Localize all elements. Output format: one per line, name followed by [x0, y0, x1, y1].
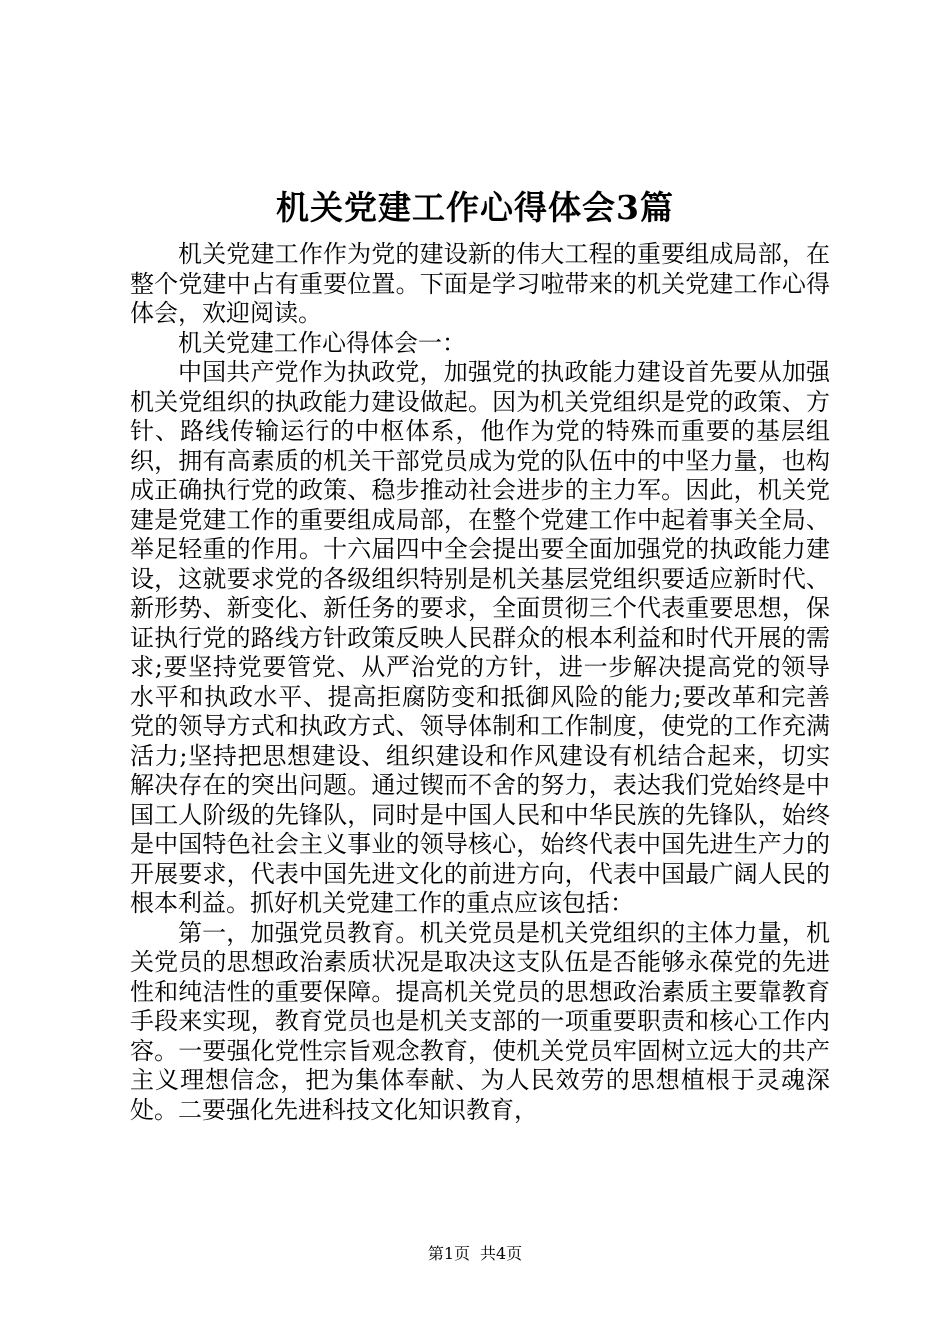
paragraph-point-one: 第一，加强党员教育。机关党员是机关党组织的主体力量，机关党员的思想政治素质状况是取决这支队伍是否能够永葆党的先进性和纯洁性的重要保障。提高机关党员的思想政治素质主要靠教育手段来实现，教育党员也是机关支部的一项重要职责和核心工作内容。一要强化党性宗旨观念教育，使机关党员牢固树立远大的共产主义理想信念，把为集体奉献、为人民效劳的思想植根于灵魂深处。二要强化先进科技文化知识教育，	[130, 918, 830, 1124]
page-number: 第1页	[427, 1244, 470, 1263]
document-title: 机关党建工作心得体会3篇	[276, 188, 674, 227]
paragraph-main: 中国共产党作为执政党，加强党的执政能力建设首先要从加强机关党组织的执政能力建设做起。因为机关党组织是党的政策、方针、路线传输运行的中枢体系，他作为党的特殊而重要的基层组织，拥有高素质的机关干部党员成为党的队伍中的中坚力量，也构成正确执行党的政策、稳步推动社会进步的主力军。因此，机关党建是党建工作的重要组成局部，在整个党建工作中起着事关全局、举足轻重的作用。十六届四中全会提出要全面加强党的执政能力建设，这就要求党的各级组织特别是机关基层党组织要适应新时代、新形势、新变化、新任务的要求，全面贯彻三个代表重要思想，保证执行党的路线方针政策反映人民群众的根本利益和时代开展的需求;要坚持党要管党、从严治党的方针，进一步解决提高党的领导水平和执政水平、提高拒腐防变和抵御风险的能力;要改革和完善党的领导方式和执政方式、领导体制和工作制度，使党的工作充满活力;坚持把思想建设、组织建设和作风建设有机结合起来，切实解决存在的突出问题。通过锲而不舍的努力，表达我们党始终是中国工人阶级的先锋队，同时是中国人民和中华民族的先锋队，始终是中国特色社会主义事业的领导核心，始终代表中国先进生产力的开展要求，代表中国先进文化的前进方向，代表中国最广阔人民的根本利益。抓好机关党建工作的重点应该包括：	[130, 358, 830, 917]
page-footer	[0, 1243, 950, 1265]
paragraph-intro: 机关党建工作作为党的建设新的伟大工程的重要组成局部，在整个党建中占有重要位置。下面是学习啦带来的机关党建工作心得体会，欢迎阅读。	[130, 240, 830, 327]
paragraph-section-heading: 机关党建工作心得体会一：	[178, 328, 466, 357]
document-body	[130, 240, 830, 1125]
page-total: 共4页	[480, 1244, 523, 1263]
